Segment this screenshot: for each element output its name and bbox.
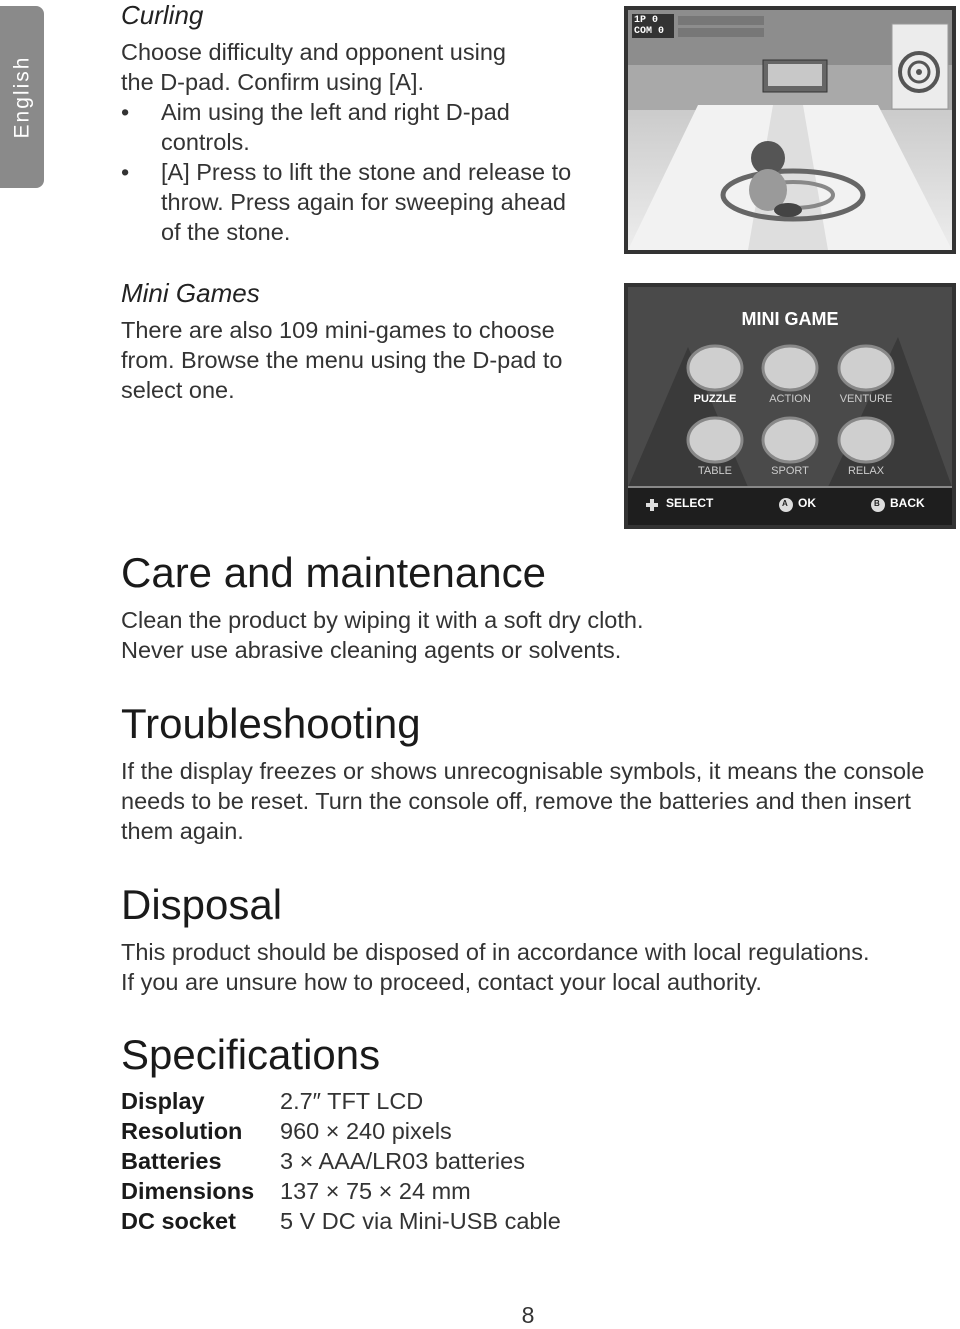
mini-games-line-1: There are also 109 mini-games to choose — [121, 317, 555, 343]
page-number: 8 — [521, 1302, 535, 1328]
mini-games-line-3: select one. — [121, 377, 235, 403]
back-hint: BACK — [890, 496, 925, 510]
category-puzzle: PUZZLE — [693, 393, 737, 405]
spec-value: 3 × AAA/LR03 batteries — [280, 1148, 525, 1174]
curling-intro — [121, 37, 571, 247]
curling-bullet-aim-line-2: controls. — [161, 129, 250, 155]
care-line-2: Never use abrasive cleaning agents or solvents. — [121, 637, 622, 663]
spec-label: DC socket — [121, 1208, 236, 1234]
category-action: ACTION — [769, 393, 811, 405]
curling-scoreboard — [634, 15, 664, 37]
ok-hint: OK — [798, 496, 816, 510]
specifications-heading: Specifications — [121, 1031, 381, 1078]
spec-value: 2.7″ TFT LCD — [280, 1088, 424, 1114]
curling-bullet-throw-line-3: of the stone. — [161, 219, 291, 245]
curling-intro-line-2: the D-pad. Confirm using [A]. — [121, 69, 425, 95]
b-button-icon: B — [874, 499, 880, 508]
troubleshooting-line-1: If the display freezes or shows unrecognisable symbols, it means the console — [121, 758, 925, 784]
com-score: 0 — [658, 26, 665, 37]
mini-games-text — [121, 315, 563, 405]
spec-row-batteries — [121, 1146, 561, 1176]
troubleshooting-line-3: them again. — [121, 818, 244, 844]
player-score: 0 — [652, 15, 659, 26]
spec-row-resolution — [121, 1116, 561, 1146]
spec-label: Display — [121, 1088, 205, 1114]
spec-value: 137 × 75 × 24 mm — [280, 1178, 471, 1204]
curling-scene — [628, 10, 952, 250]
curling-heading: Curling — [121, 0, 204, 30]
curling-bullet-aim-line-1: • Aim using the left and right D-pad — [161, 99, 510, 125]
language-tab-label: English — [10, 55, 34, 139]
curling-bullet-throw-line-2: throw. Press again for sweeping ahead — [161, 189, 566, 215]
disposal-heading: Disposal — [121, 881, 283, 928]
spec-label: Dimensions — [121, 1178, 255, 1204]
a-button-icon: A — [782, 499, 788, 508]
care-line-1: Clean the product by wiping it with a soft dry cloth. — [121, 607, 644, 633]
curling-bullet-aim — [121, 97, 571, 157]
troubleshooting-line-2: needs to be reset. Turn the console off, remove the batteries and then insert — [121, 788, 911, 814]
com-label: COM — [634, 26, 653, 37]
spec-label: Resolution — [121, 1118, 243, 1144]
category-table: TABLE — [697, 465, 733, 477]
specifications-table — [121, 1086, 561, 1236]
care-text — [121, 605, 644, 665]
spec-value: 5 V DC via Mini-USB cable — [280, 1208, 561, 1234]
curling-intro-line-1: Choose difficulty and opponent using — [121, 39, 506, 65]
mini-game-screenshot — [624, 283, 956, 529]
category-sport: SPORT — [771, 465, 809, 477]
care-heading: Care and maintenance — [121, 549, 546, 596]
disposal-line-1: This product should be disposed of in accordance with local regulations. — [121, 939, 870, 965]
curling-screenshot — [624, 6, 956, 254]
language-tab — [0, 6, 44, 188]
curling-bullet-throw-line-1: • [A] Press to lift the stone and release to — [161, 159, 572, 185]
disposal-line-2: If you are unsure how to proceed, contact your local authority. — [121, 969, 762, 995]
spec-row-display — [121, 1086, 561, 1116]
curling-bullet-throw — [121, 157, 571, 247]
category-relax: RELAX — [847, 465, 885, 477]
troubleshooting-text — [121, 756, 924, 846]
spec-value: 960 × 240 pixels — [280, 1118, 452, 1144]
spec-row-dc-socket — [121, 1206, 561, 1236]
select-hint: SELECT — [666, 496, 714, 510]
mini-games-heading: Mini Games — [121, 278, 260, 308]
spec-label: Batteries — [121, 1148, 222, 1174]
disposal-text — [121, 937, 870, 997]
category-venture: VENTURE — [839, 393, 893, 405]
player-label: 1P — [634, 15, 647, 26]
mini-games-line-2: from. Browse the menu using the D-pad to — [121, 347, 563, 373]
troubleshooting-heading: Troubleshooting — [121, 700, 421, 747]
mini-game-title: MINI GAME — [741, 309, 839, 329]
spec-row-dimensions — [121, 1176, 561, 1206]
curling-instructions — [121, 97, 571, 247]
